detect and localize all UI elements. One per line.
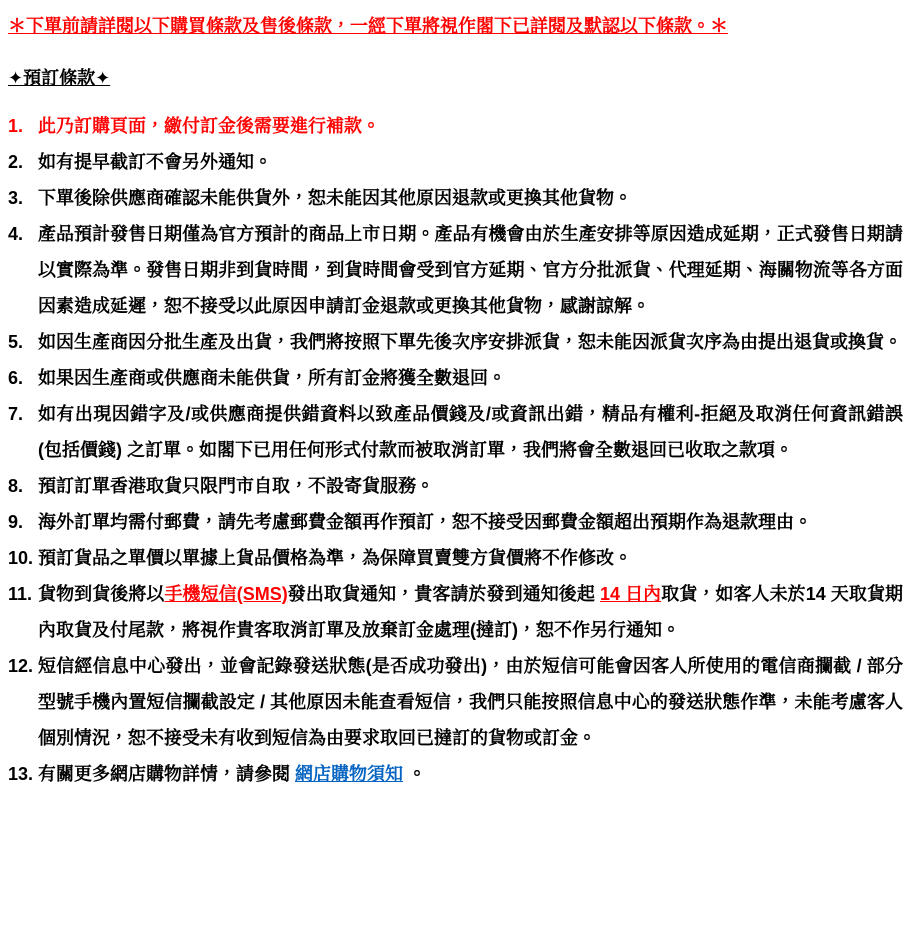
terms-list xyxy=(8,108,903,792)
term-item-9 xyxy=(8,504,903,540)
term-text xyxy=(38,576,903,648)
term-number: 5. xyxy=(8,332,24,352)
term-item-1 xyxy=(8,108,903,144)
term-number: 11. xyxy=(8,584,33,604)
term-text: 短信經信息中心發出，並會記錄發送狀態(是否成功發出)，由於短信可能會因客人所使用的電信商攔截 / 部分型號手機內置短信攔截設定 / 其他原因未能查看短信，我們只能按照信息中心的發送狀態作準，未能考慮客人個別情況，恕不接受未有收到短信為由要求取回已撻訂的貨物或訂金。 xyxy=(38,656,903,748)
store-shopping-guide-link[interactable]: 網店購物須知 xyxy=(295,764,403,784)
purchase-notice-banner: ＊下單前請詳閱以下購買條款及售後條款，一經下單將視作閣下已詳閱及默認以下條款。＊ xyxy=(8,16,728,36)
term-text: 預訂訂單香港取貨只限門市自取，不設寄貨服務。 xyxy=(38,476,434,496)
term-text: 如因生產商因分批生產及出貨，我們將按照下單先後次序安排派貨，恕未能因派貨次序為由提出退貨或換貨。 xyxy=(38,332,902,352)
term-item-13 xyxy=(8,756,903,792)
term-number: 6. xyxy=(8,368,24,388)
term-text: 下單後除供應商確認未能供貨外，恕未能因其他原因退款或更換其他貨物。 xyxy=(38,188,632,208)
term-text-segment: 貨物到貨後將以 xyxy=(38,584,165,604)
term-text-segment: 有關更多網店購物詳情，請參閱 xyxy=(38,764,295,784)
term-number: 2. xyxy=(8,152,24,172)
term-number: 8. xyxy=(8,476,24,496)
sms-highlight: 手機短信(SMS) xyxy=(164,584,288,604)
term-item-5 xyxy=(8,324,903,360)
term-text-segment: 取貨，如客人未於14 天取貨期內取貨及付尾款，將視作貴客取消訂單及放棄訂金處理(撻訂)，恕不作另行通知。 xyxy=(38,584,904,640)
term-item-12 xyxy=(8,648,903,756)
term-item-2 xyxy=(8,144,903,180)
term-item-10 xyxy=(8,540,903,576)
term-number: 13. xyxy=(8,764,34,784)
term-number: 12. xyxy=(8,656,34,676)
term-number: 1. xyxy=(8,116,24,136)
term-item-6 xyxy=(8,360,903,396)
term-number: 9. xyxy=(8,512,24,532)
term-number: 7. xyxy=(8,404,24,424)
term-text: 如果因生產商或供應商未能供貨，所有訂金將獲全數退回。 xyxy=(38,368,506,388)
section-title-preorder-terms: ✦預訂條款✦ xyxy=(8,68,111,88)
term-text-segment: 。 xyxy=(403,764,427,784)
term-text xyxy=(38,756,903,792)
term-item-7 xyxy=(8,396,903,468)
term-text: 此乃訂購頁面，繳付訂金後需要進行補款。 xyxy=(38,116,380,136)
term-item-11 xyxy=(8,576,903,648)
term-text: 產品預計發售日期僅為官方預計的商品上市日期。產品有機會由於生產安排等原因造成延期，正式發售日期請以實際為準。發售日期非到貨時間，到貨時間會受到官方延期、官方分批派貨、代理延期、海關物流等各方面因素造成延遲，恕不接受以此原因申請訂金退款或更換其他貨物，感謝諒解。 xyxy=(38,224,903,316)
term-number: 4. xyxy=(8,224,24,244)
term-item-8 xyxy=(8,468,903,504)
term-item-4 xyxy=(8,216,903,324)
term-number: 10. xyxy=(8,548,34,568)
term-text-segment: 發出取貨通知，貴客請於發到通知後起 xyxy=(287,584,600,604)
pickup-deadline-highlight: 14 日內 xyxy=(599,584,662,604)
term-text: 預訂貨品之單價以單據上貨品價格為準，為保障買賣雙方貨價將不作修改。 xyxy=(38,548,632,568)
term-text: 如有提早截訂不會另外通知。 xyxy=(38,152,272,172)
term-item-3 xyxy=(8,180,903,216)
term-text: 海外訂單均需付郵費，請先考慮郵費金額再作預訂，恕不接受因郵費金額超出預期作為退款理由。 xyxy=(38,512,812,532)
term-text: 如有出現因錯字及/或供應商提供錯資料以致產品價錢及/或資訊出錯，精品有權利-拒絕及取消任何資訊錯誤(包括價錢) 之訂單。如閣下已用任何形式付款而被取消訂單，我們將會全數退回已收取之款項。 xyxy=(38,404,903,460)
term-number: 3. xyxy=(8,188,24,208)
